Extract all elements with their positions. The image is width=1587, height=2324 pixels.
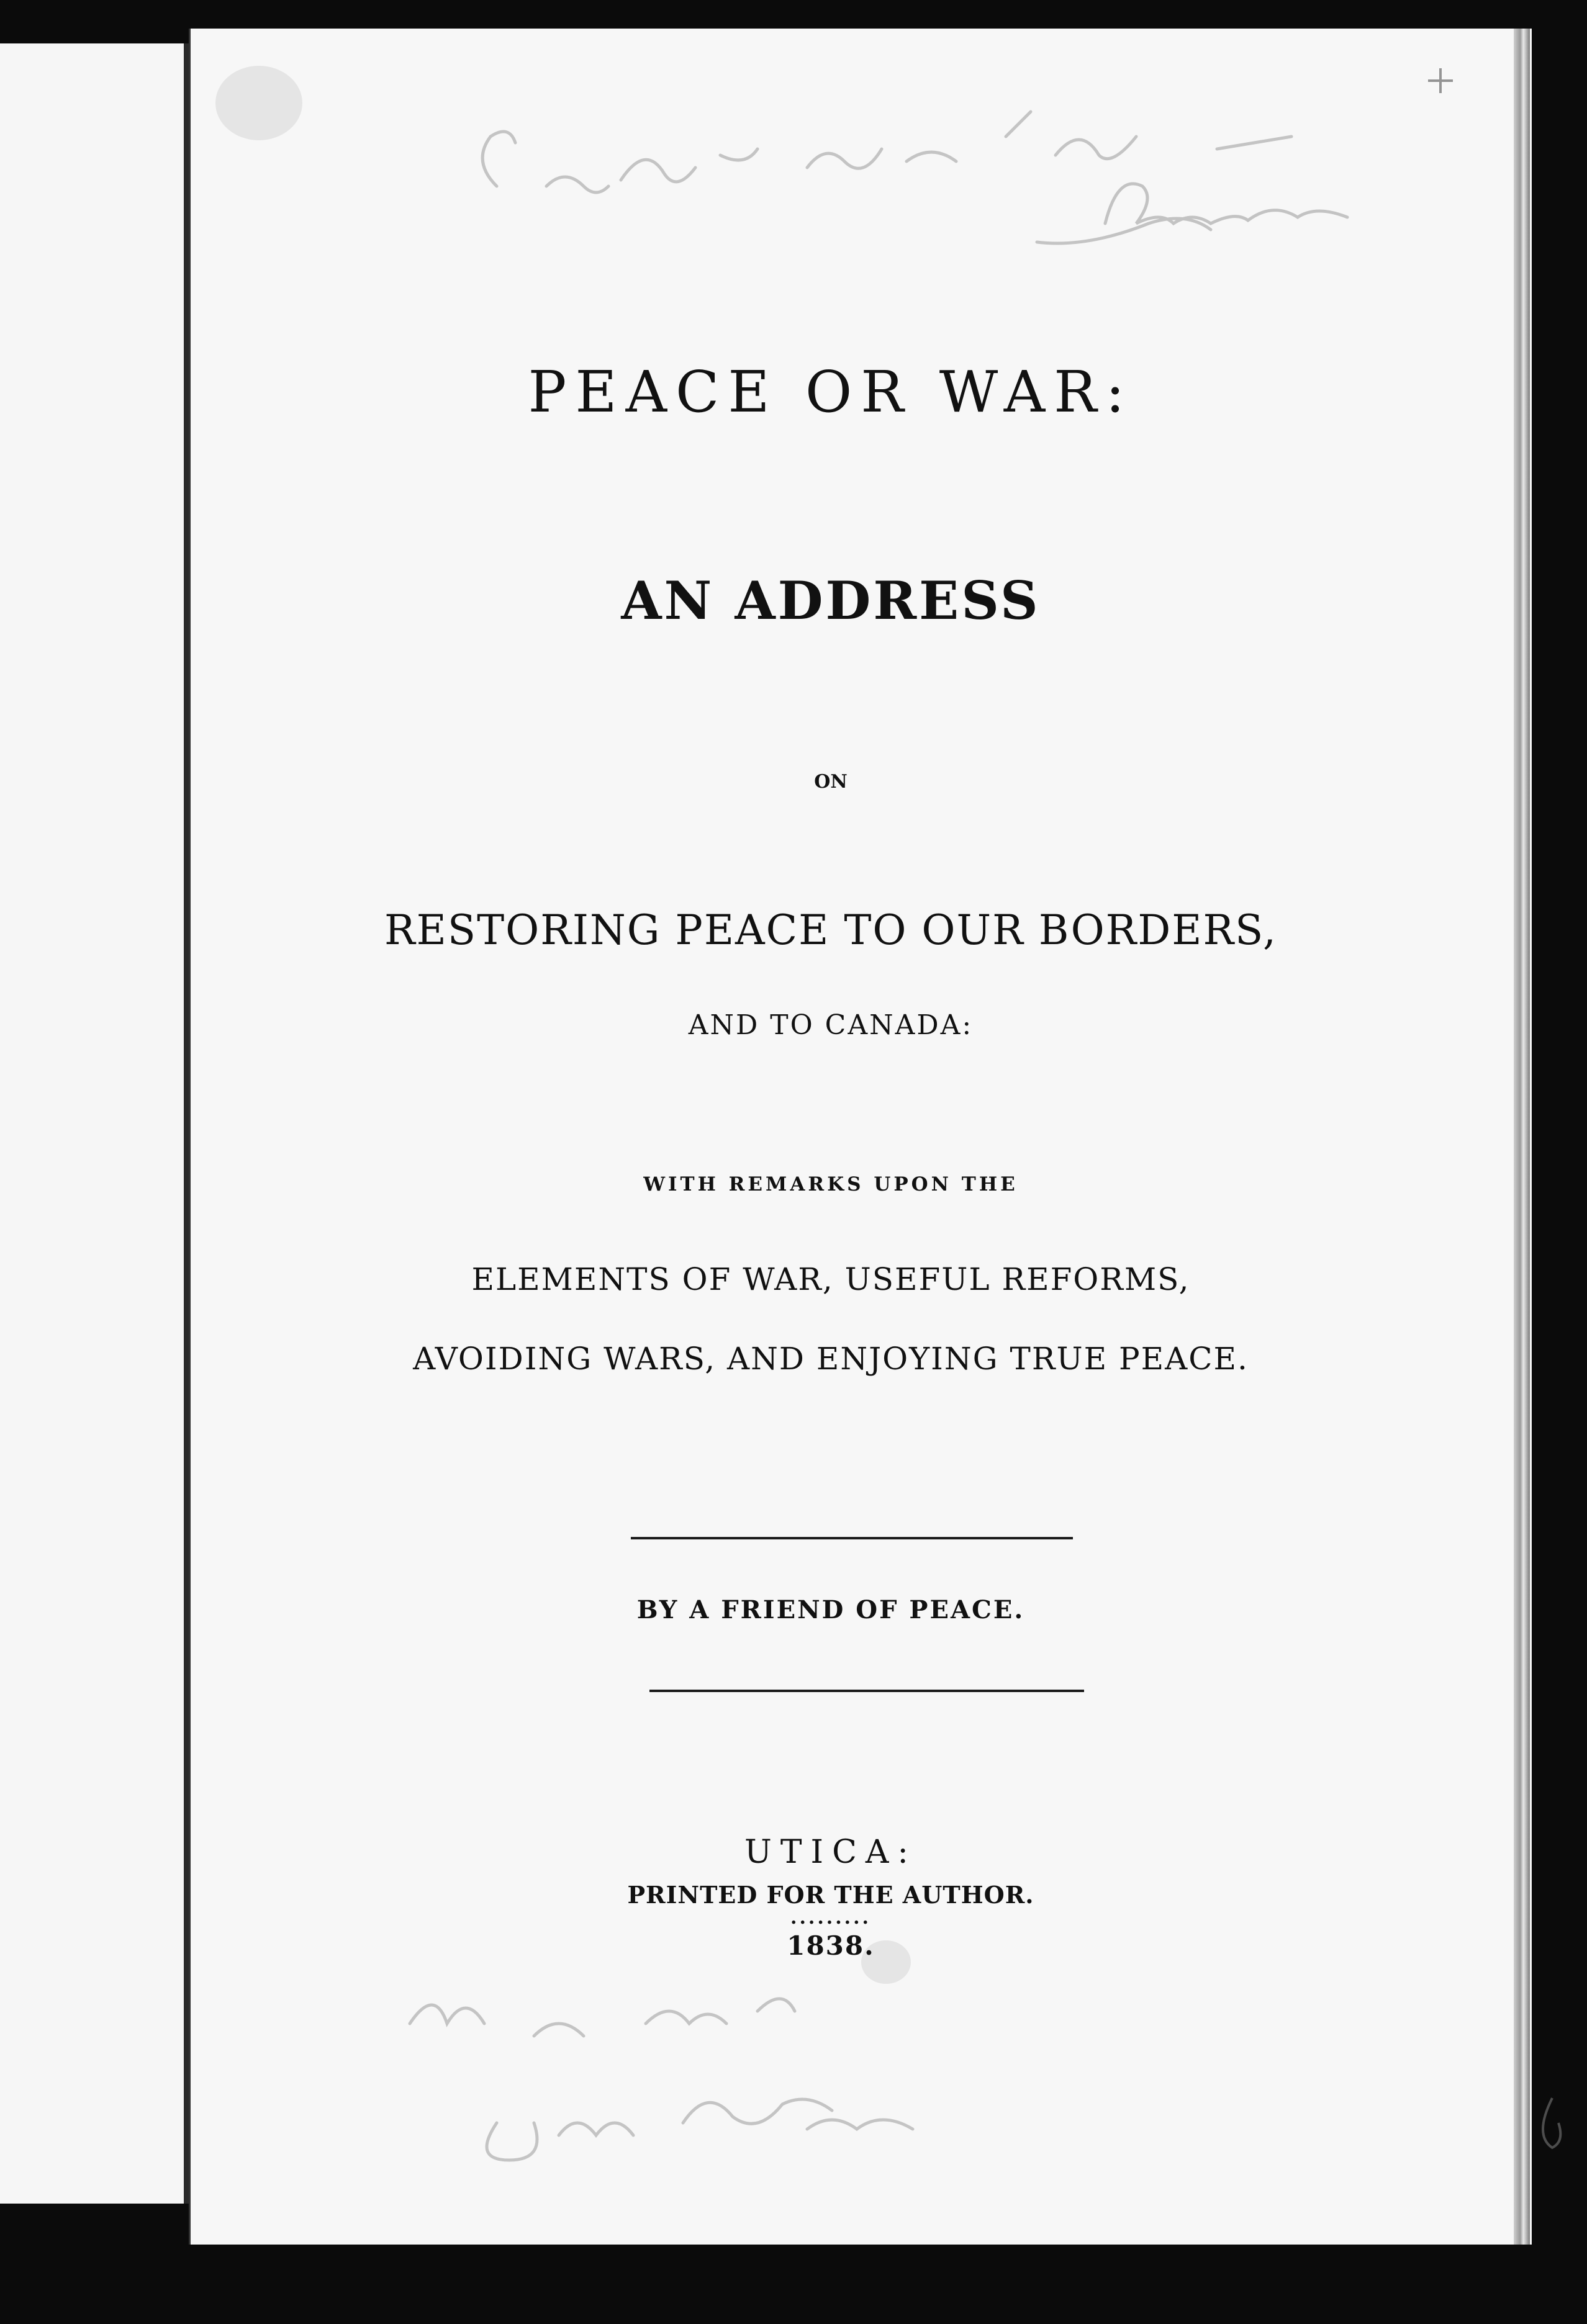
connector-word: ON [814,771,848,793]
imprint-city: UTICA: [744,1834,917,1871]
book-subtitle: AN ADDRESS [621,570,1041,631]
remarks-line-2: AVOIDING WARS, AND ENJOYING TRUE PEACE. [413,1341,1249,1377]
topic-line-1: RESTORING PEACE TO OUR BORDERS, [384,906,1277,954]
lower-divider-rule [649,1690,1084,1692]
topic-line-2: AND TO CANADA: [688,1009,974,1041]
imprint-year: 1838. [787,1930,875,1961]
imprint-printer: PRINTED FOR THE AUTHOR. [627,1881,1034,1909]
remarks-line-1: ELEMENTS OF WAR, USEFUL REFORMS, [471,1261,1190,1297]
upper-divider-rule [631,1537,1073,1539]
imprint-dots: ......... [790,1907,871,1929]
book-title: PEACE OR WAR: [528,359,1134,425]
author-byline: BY A FRIEND OF PEACE. [636,1595,1025,1624]
remarks-intro: WITH REMARKS UPON THE [643,1173,1018,1196]
